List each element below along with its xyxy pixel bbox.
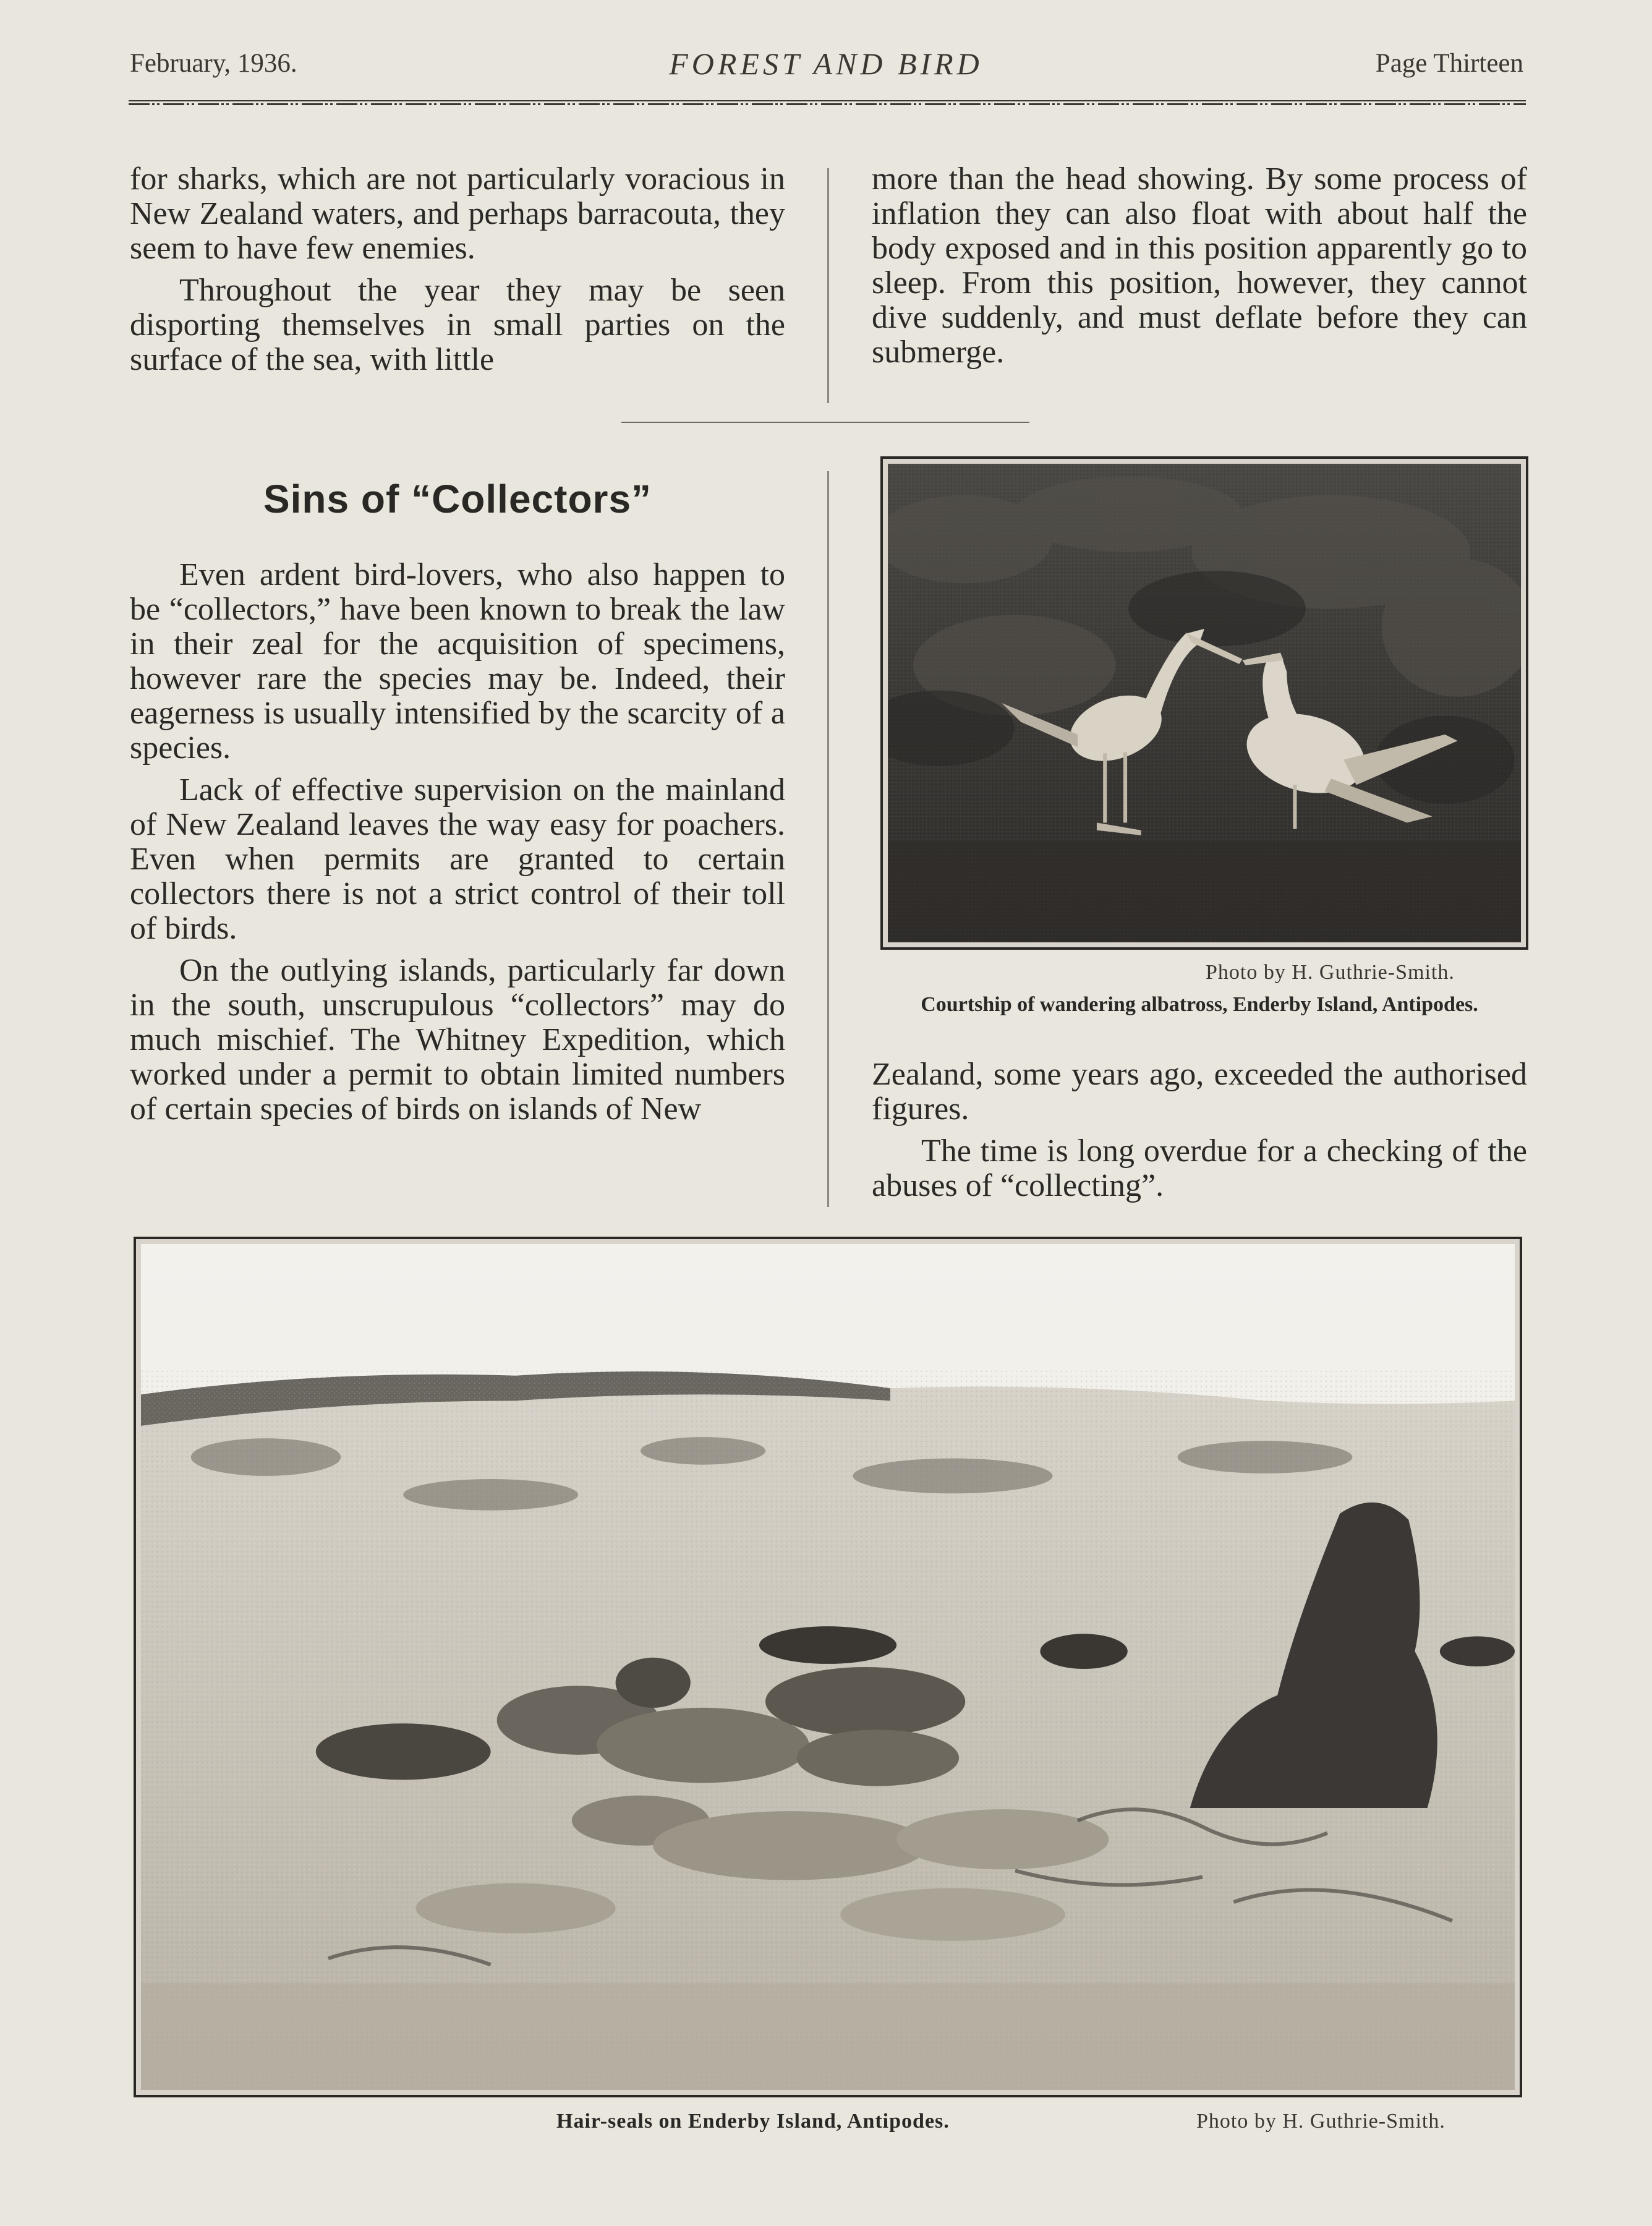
column-divider [827,471,829,1207]
paragraph: The time is long overdue for a checking of the abuses of “collecting”. [872,1133,1527,1203]
page-number: Page Thirteen [1375,49,1523,78]
albatross-illustration [888,464,1521,942]
column-middle-left [130,558,785,1127]
albatross-caption: Courtship of wandering albatross, Enderby Island, Antipodes. [921,993,1478,1016]
seals-caption: Hair-seals on Enderby Island, Antipodes. [556,2110,950,2133]
column-middle-right [872,1057,1527,1203]
header-rule [129,100,1526,108]
paragraph: Throughout the year they may be seen disporting themselves in small parties on the surface of the sea, with little [130,273,785,377]
albatross-image [888,464,1521,942]
section-title: Sins of “Collectors” [263,477,652,521]
paragraph: On the outlying islands, particularly far down in the south, unscrupulous “collectors” may do much mischief. The Whitney Expedition, which worked under a permit to obtain limited numbers of certain species of birds on islands of New [130,953,785,1127]
section-divider [621,422,1029,423]
paragraph: for sharks, which are not particularly voracious in New Zealand waters, and perhaps barracouta, they seem to have few enemies. [130,161,785,266]
albatross-photo-credit: Photo by H. Guthrie-Smith. [1206,961,1455,984]
paragraph: more than the head showing. By some process of inflation they can also float with about half the body exposed and in this position apparently go to sleep. From this position, however, they cannot dive suddenly, and must deflate before they can submerge. [872,161,1527,370]
seal [1040,1634,1127,1669]
paragraph: Zealand, some years ago, exceeded the authorised figures. [872,1057,1527,1127]
column-top-left [130,162,785,377]
issue-date: February, 1936. [130,49,297,78]
seals-image [141,1244,1515,2090]
publication-title: FOREST AND BIRD [669,46,983,81]
column-top-right [872,162,1527,370]
albatross-photo [880,456,1528,950]
paragraph: Lack of effective supervision on the mainland of New Zealand leaves the way easy for poachers. Even when permits are granted to certain collectors there is not a strict control of their toll of birds. [130,772,785,946]
seals-photo [134,1237,1522,2097]
paragraph: Even ardent bird-lovers, who also happen to be “collectors,” have been known to break the law in their zeal for the acquisition of specimens, however rare the species may be. Indeed, their eagerness is usually intensified by the scarcity of a species. [130,557,785,765]
seals-photo-credit: Photo by H. Guthrie-Smith. [1196,2110,1446,2133]
seals-illustration [141,1244,1515,2090]
seal [759,1626,896,1664]
column-divider [827,168,829,403]
